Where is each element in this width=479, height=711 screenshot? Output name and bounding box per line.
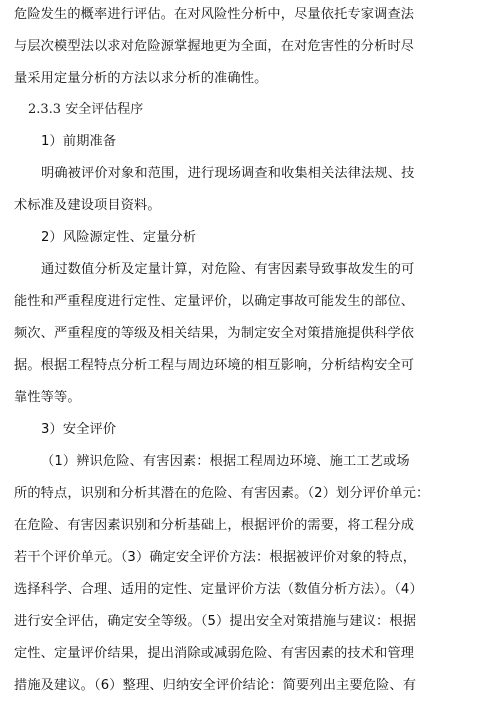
paragraph-line: 据。根据工程特点分析工程与周边环境的相互影响，分析结构安全可 [14,358,415,373]
section-heading: 2.3.3 安全评估程序 [28,102,144,117]
paragraph-line: 危险发生的概率进行评估。在对风险性分析中，尽量依托专家调查法 [14,7,415,22]
paragraph-line: 靠性等等。 [14,390,81,405]
paragraph-line: 术标准及建设项目资料。 [14,198,161,213]
paragraph-line: 在危险、有害因素识别和分析基础上，根据评价的需要，将工程分成 [14,518,415,533]
paragraph-line: 若干个评价单元。（3）确定安全评价方法：根据被评价对象的特点， [14,550,417,565]
paragraph-line: 措施及建议。（6）整理、归纳安全评价结论：简要列出主要危险、有 [14,678,417,693]
step-title: 2）风险源定性、定量分析 [41,230,197,245]
paragraph-line: 量采用定量分析的方法以求分析的准确性。 [14,71,268,86]
paragraph-line: 能性和严重程度进行定性、定量评价，以确定事故可能发生的部位、 [14,294,415,309]
paragraph-line: 明确被评价对象和范围，进行现场调查和收集相关法律法规、技 [41,166,415,181]
paragraph-line: 进行安全评估，确定安全等级。（5）提出安全对策措施与建议：根据 [14,614,417,629]
paragraph-line: 与层次模型法以求对危险源掌握地更为全面，在对危害性的分析时尽 [14,39,415,54]
step-title: 3）安全评价 [41,422,117,437]
paragraph-line: 选择科学、合理、适用的定性、定量评价方法（数值分析方法）。（4） [14,582,423,597]
paragraph-line: （1）辨识危险、有害因素：根据工程周边环境、施工工艺或场 [41,454,410,469]
paragraph-line: 所的特点，识别和分析其潜在的危险、有害因素。（2）划分评价单元： [14,486,430,501]
paragraph-line: 通过数值分析及定量计算，对危险、有害因素导致事故发生的可 [41,262,415,277]
paragraph-line: 频次、严重程度的等级及相关结果，为制定安全对策措施提供科学依 [14,326,415,341]
step-title: 1）前期准备 [41,134,117,149]
paragraph-line: 定性、定量评价结果，提出消除或减弱危险、有害因素的技术和管理 [14,646,415,661]
